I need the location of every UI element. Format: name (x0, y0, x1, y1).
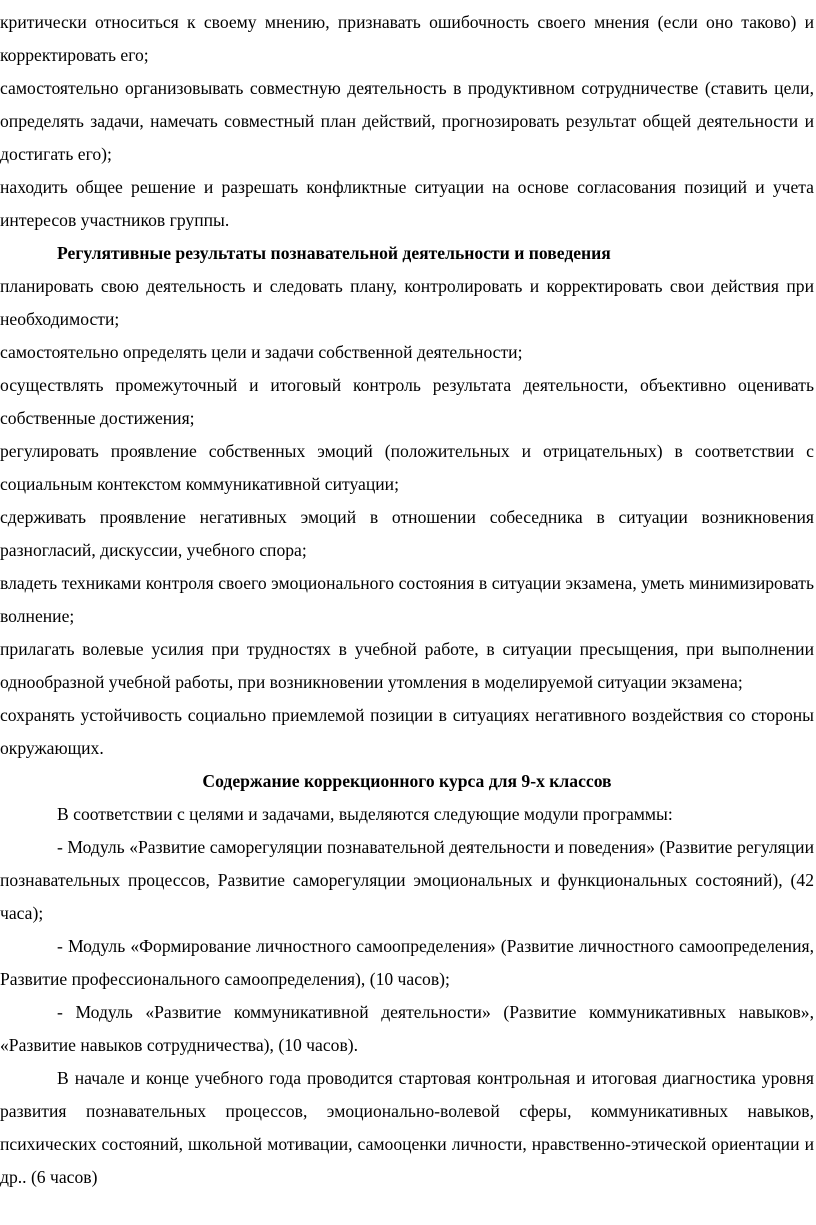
list-item: самостоятельно определять цели и задачи собственной деятельности; (0, 342, 523, 362)
module-item: - Модуль «Развитие коммуникативной деятельности» (Развитие коммуникативных навыков», «Развитие навыков сотрудничества), (10 часов). (0, 1002, 814, 1055)
regulative-results-heading: Регулятивные результаты познавательной деятельности и поведения (57, 243, 611, 263)
communicative-results-list (0, 6, 814, 237)
modules-list (0, 831, 814, 1062)
list-item: сохранять устойчивость социально приемлемой позиции в ситуациях негативного воздействия со стороны окружающих. (0, 705, 814, 758)
list-item: владеть техниками контроля своего эмоционального состояния в ситуации экзамена, уметь минимизировать волнение; (0, 573, 814, 626)
list-item: критически относиться к своему мнению, признавать ошибочность своего мнения (если оно таково) и корректировать его; (0, 12, 814, 65)
course-content-heading: Содержание коррекционного курса для 9-х классов (202, 771, 612, 791)
list-item: планировать свою деятельность и следовать плану, контролировать и корректировать свои действия при необходимости; (0, 276, 814, 329)
regulative-results-list (0, 270, 814, 765)
module-item: - Модуль «Развитие саморегуляции познавательной деятельности и поведения» (Развитие регуляции познавательных процессов, Развитие саморегуляции эмоциональных и функциональных состояний), (42 часа); (0, 837, 814, 923)
module-item: - Модуль «Формирование личностного самоопределения» (Развитие личностного самоопределения, Развитие профессионального самоопределения), (10 часов); (0, 936, 814, 989)
list-item: осуществлять промежуточный и итоговый контроль результата деятельности, объективно оценивать собственные достижения; (0, 375, 814, 428)
list-item: сдерживать проявление негативных эмоций в отношении собеседника в ситуации возникновения разногласий, дискуссии, учебного спора; (0, 507, 814, 560)
list-item: прилагать волевые усилия при трудностях в учебной работе, в ситуации пресыщения, при выполнении однообразной учебной работы, при возникновении утомления в моделируемой ситуации экзамена; (0, 639, 814, 692)
list-item: самостоятельно организовывать совместную деятельность в продуктивном сотрудничестве (ставить цели, определять задачи, намечать совместный план действий, прогнозировать результат общей деятельности и достигать его); (0, 78, 814, 164)
content-intro: В соответствии с целями и задачами, выделяются следующие модули программы: (57, 804, 673, 824)
diagnostics-paragraph: В начале и конце учебного года проводится стартовая контрольная и итоговая диагностика уровня развития познавательных процессов, эмоционально-волевой сферы, коммуникативных навыков, психических состояний, школьной мотивации, самооценки личности, нравственно-этической ориентации и др.. (6 часов) (0, 1068, 814, 1187)
list-item: находить общее решение и разрешать конфликтные ситуации на основе согласования позиций и учета интересов участников группы. (0, 177, 814, 230)
list-item: регулировать проявление собственных эмоций (положительных и отрицательных) в соответствии с социальным контекстом коммуникативной ситуации; (0, 441, 814, 494)
